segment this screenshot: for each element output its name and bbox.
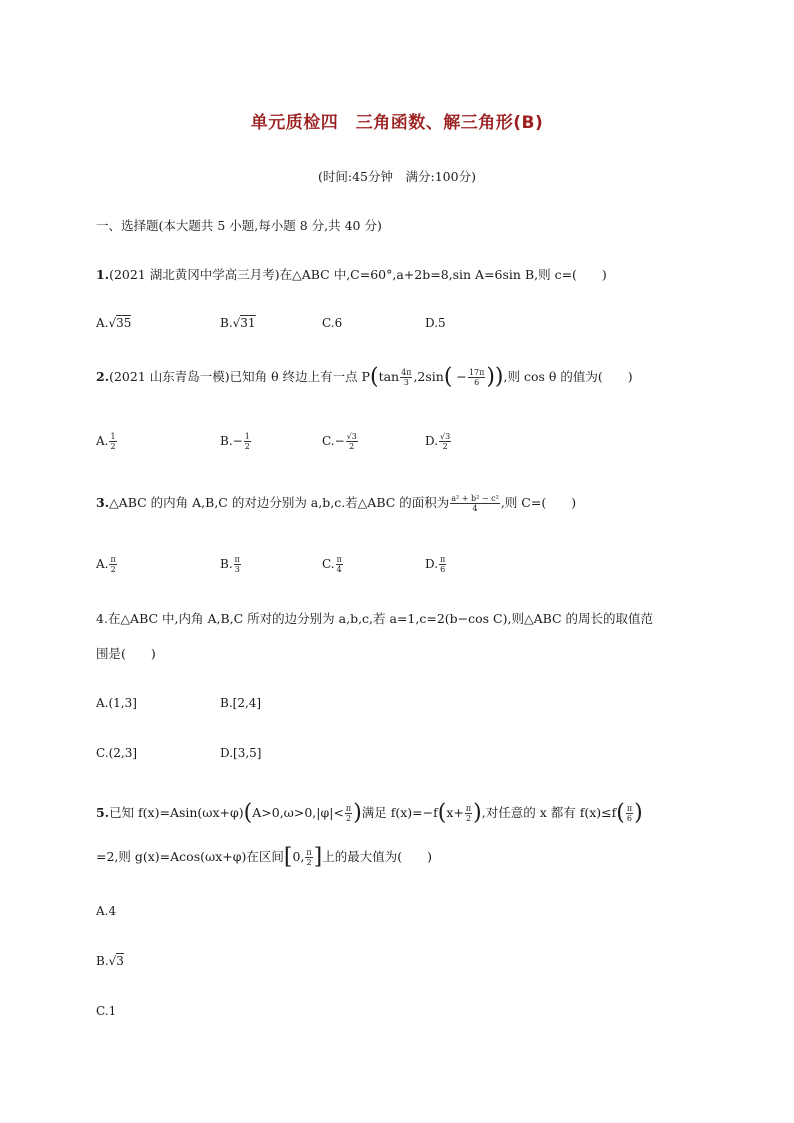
question-5: 5.已知 f(x)=Asin(ωx+φ)(A>0,ω>0,|φ|< $\frac{\pi}{2}$ )满足 f(x)=−f(x+ $\frac{\pi}{2}$ ),对任意的 x 都有 f(x)≤f( $\frac{\pi}{6}$ ) (96, 800, 643, 826)
option-b[interactable]: B.[2,4] (220, 696, 262, 710)
option-b[interactable]: B.√31 (220, 316, 256, 330)
option-a[interactable]: A.√35 (96, 316, 132, 330)
option-b[interactable]: B. $\frac{\pi}{3}$ (220, 555, 240, 574)
question-text: 在△ABC 中,内角 A,B,C 所对的边分别为 a,b,c,若 a=1,c=2(b−cos C),则△ABC 的周长的取值范 (107, 611, 654, 626)
option-b[interactable]: B.√3 (96, 954, 124, 968)
page-title: 单元质检四 三角函数、解三角形(B) (250, 113, 544, 133)
option-c[interactable]: C.1 (96, 1004, 117, 1018)
question-tail: ,则 cos θ 的值为( ) (503, 369, 633, 384)
area-fraction: $\frac{\text{a² + b² − c²}}{4}$ (451, 494, 499, 513)
question-number: 2. (96, 369, 110, 384)
option-c[interactable]: C.− $\frac{√3}{2}$ (322, 432, 357, 451)
option-b[interactable]: B.− $\frac{1}{2}$ (220, 432, 250, 451)
question-text: △ABC 的内角 A,B,C 的对边分别为 a,b,c.若△ABC 的面积为 (109, 495, 450, 510)
option-d[interactable]: D.5 (425, 316, 446, 330)
question-4 (96, 611, 653, 627)
sqrt-icon: √ (108, 954, 117, 968)
sqrt-icon: √ (232, 316, 241, 330)
question-number: 5. (96, 805, 110, 820)
question-text: (2021 湖北黄冈中学高三月考)在△ABC 中,C=60°,a+2b=8,sin A=6sin B,则 c=( ) (109, 267, 607, 282)
section-heading: 一、选择题(本大题共 5 小题,每小题 8 分,共 40 分) (96, 218, 382, 233)
option-d[interactable]: D. $\frac{\pi}{6}$ (425, 555, 446, 574)
option-d[interactable]: D.[3,5] (220, 746, 262, 760)
option-a[interactable]: A. $\frac{\pi}{2}$ (96, 555, 116, 574)
question-4-line-2: 围是( ) (96, 646, 156, 661)
option-d[interactable]: D. $\frac{√3}{2}$ (425, 432, 451, 451)
fraction: $\frac{17\pi}{6}$ (468, 368, 485, 387)
question-3 (96, 494, 576, 513)
option-c[interactable]: C. $\frac{\pi}{4}$ (322, 555, 342, 574)
question-text: (2021 山东青岛一模)已知角 θ 终边上有一点 P (109, 369, 370, 384)
sqrt-icon: √ (108, 316, 117, 330)
question-tail: ,则 C=( ) (500, 495, 577, 510)
page-subtitle: (时间:45分钟 满分:100分) (318, 169, 476, 184)
question-number: 1. (96, 267, 110, 282)
option-a[interactable]: A.(1,3] (96, 696, 137, 710)
question-1 (96, 267, 607, 283)
question-number: 3. (96, 495, 110, 510)
question-2: 2.(2021 山东青岛一模)已知角 θ 终边上有一点 P(tan $\frac{4\pi}{3}$ ,2sin( − $\frac{17\pi}{6}$ )),则 cos θ 的值为( ) (96, 364, 633, 390)
option-a[interactable]: A.4 (96, 904, 117, 918)
fraction: $\frac{4\pi}{3}$ (401, 368, 412, 387)
option-a[interactable]: A. $\frac{1}{2}$ (96, 432, 116, 451)
question-5-line-2: =2,则 g(x)=Acos(ωx+φ)在区间[0, $\frac{\pi}{2}$ ]上的最大值为( ) (96, 844, 432, 870)
option-c[interactable]: C.(2,3] (96, 746, 138, 760)
question-number: 4. (96, 611, 108, 626)
option-c[interactable]: C.6 (322, 316, 343, 330)
